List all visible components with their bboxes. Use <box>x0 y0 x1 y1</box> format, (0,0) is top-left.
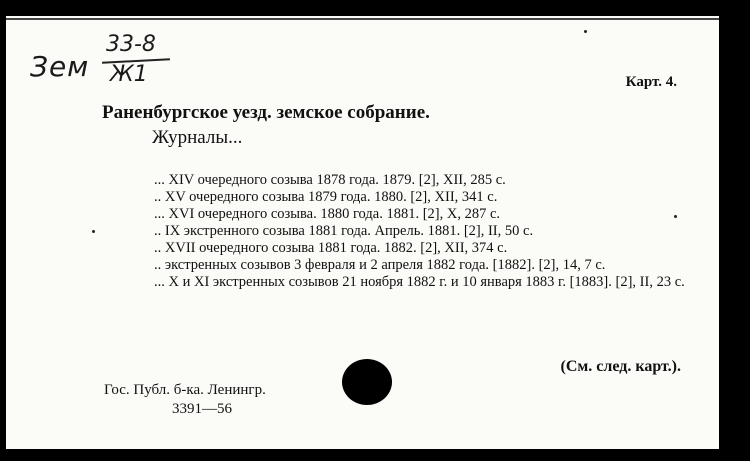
see-next-card: (См. след. карт.). <box>560 358 681 375</box>
library-attribution: Гос. Публ. б-ка. Ленингр. <box>104 382 266 398</box>
list-item: .. IX экстренного созыва 1881 года. Апрель. 1881. [2], II, 50 с. <box>154 223 534 239</box>
entries-list <box>102 172 692 291</box>
handwritten-shelf-prefix: Зем <box>30 50 90 83</box>
list-item: ... XIV очередного созыва 1878 года. 1879. [2], XII, 285 с. <box>154 172 506 188</box>
list-item: .. XV очередного созыва 1879 года. 1880. [2], XII, 341 с. <box>154 189 498 205</box>
library-number: 3391—56 <box>172 401 232 417</box>
speck <box>674 215 677 218</box>
punch-hole <box>342 359 392 405</box>
card-subtitle: Журналы... <box>152 127 243 148</box>
handwritten-shelf-number: 33-8 <box>106 32 156 57</box>
card-top-border <box>6 18 719 20</box>
list-item: ... X и XI экстренных созывов 21 ноября 1882 г. и 10 января 1883 г. [1883]. [2], II, 23 с. <box>154 274 685 290</box>
catalog-card <box>6 16 719 449</box>
list-item: .. XVII очередного созыва 1881 года. 1882. [2], XII, 374 с. <box>154 240 508 256</box>
handwritten-shelf-code: Ж1 <box>110 62 148 87</box>
card-number: Карт. 4. <box>625 74 677 90</box>
card-title: Раненбургское уезд. земское собрание. <box>102 102 430 123</box>
list-item: .. экстренных созывов 3 февраля и 2 апреля 1882 года. [1882]. [2], 14, 7 с. <box>154 257 606 273</box>
list-item: ... XVI очередного созыва. 1880 года. 1881. [2], X, 287 с. <box>154 206 501 222</box>
speck <box>584 30 587 33</box>
speck <box>92 230 95 233</box>
